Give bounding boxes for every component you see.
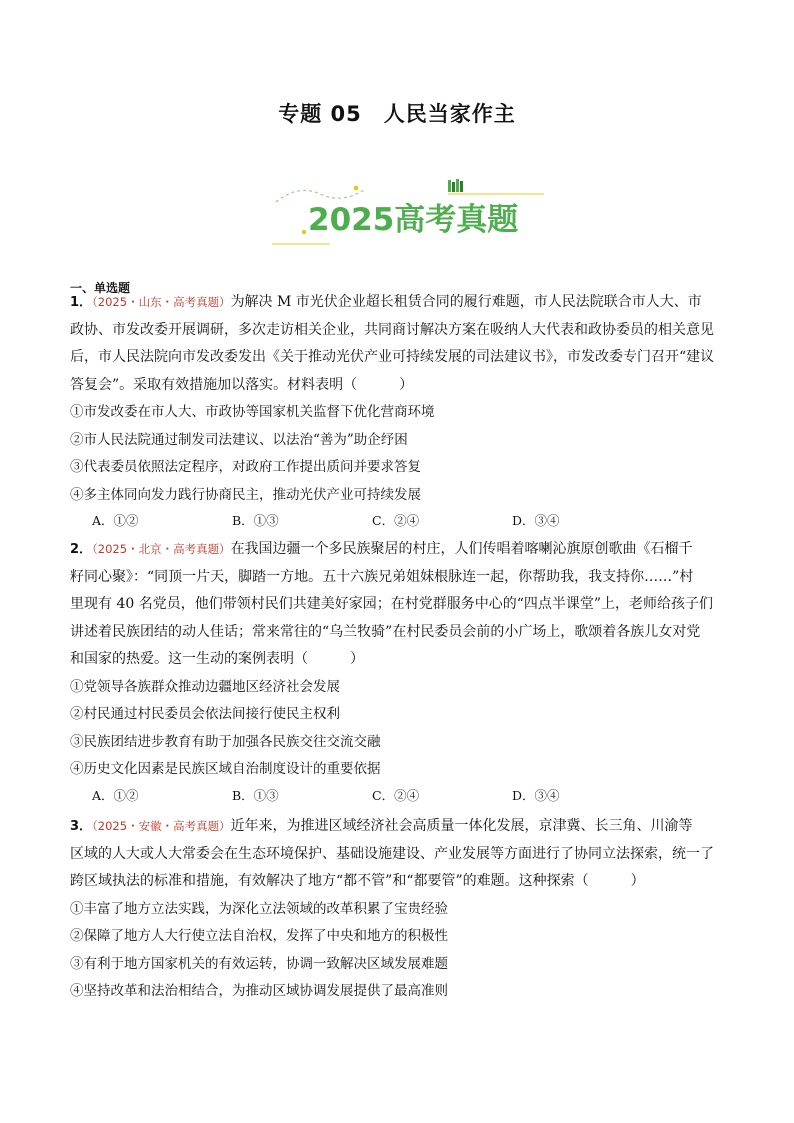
statement: ④坚持改革和法治相结合，为推动区域协调发展提供了最高准则 [70,983,448,999]
statement: ④历史文化因素是民族区域自治制度设计的重要依据 [70,761,381,778]
question-stem [70,813,726,896]
question-number: 1． [70,295,93,310]
option-c[interactable]: C．②④ [372,513,420,528]
option-d[interactable]: D．③④ [512,513,560,528]
question-stem [70,289,726,399]
question-stem [70,536,726,674]
option-a[interactable]: A．①② [92,513,139,528]
statement: ④多主体同向发力践行协商民主，推动光伏产业可持续发展 [70,486,421,503]
question-2 [70,536,726,808]
title-text: 人民当家作主 [383,102,516,126]
title-number: 专题 05 [278,102,362,126]
stem-line: 里现有 40 名党员，他们带领村民们共建美好家园；在村党群服务中心的“四点半课堂”上，老师给孩子们 [70,596,714,613]
answer-options [70,509,726,533]
question-source: （2025・北京・高考真题） [92,542,231,556]
statement: ②市人民法院通过制发司法建议、以法治“善为”助企纾困 [70,431,408,448]
stem-line: 答复会”。采取有效措施加以落实。材料表明（ ） [70,376,414,393]
question-source: （2025・安徽・高考真题） [92,819,231,833]
statement: ③代表委员依照法定程序，对政府工作提出质问并要求答复 [70,459,421,476]
question-3 [70,813,726,1005]
stem-line: 籽同心聚》：“同顶一片天，脚踏一方地。五十六族兄弟姐妹根脉连一起，你帮助我，我支持你……”村 [70,568,694,585]
statement: ①市发改委在市人大、市政协等国家机关监督下优化营商环境 [70,404,435,421]
stem-line: 近年来，为推进区域经济社会高质量一体化发展，京津冀、长三角、川渝等 [230,818,693,834]
question-1 [70,289,726,533]
option-b[interactable]: B．①③ [232,787,279,803]
question-number: 3． [70,819,93,834]
statement: ③有利于地方国家机关的有效运转，协调一致解决区域发展难题 [70,955,448,972]
banner [268,172,548,252]
stem-line: 跨区域执法的标准和措施，有效解决了地方“都不管”和“都要管”的难题。这种探索（ ） [70,873,645,890]
statement: ③民族团结进步教育有助于加强各民族交往交流交融 [70,733,381,750]
option-b[interactable]: B．①③ [232,513,279,528]
option-c[interactable]: C．②④ [372,787,420,803]
stem-line: 后，市人民法院向市发改委发出《关于推动光伏产业可持续发展的司法建议书》，市发改委专门召开“建议 [70,349,715,366]
statement: ①丰富了地方立法实践，为深化立法领域的改革积累了宝贵经验 [70,900,448,917]
option-d[interactable]: D．③④ [512,787,560,803]
stem-line: 讲述着民族团结的动人佳话；常来常往的“乌兰牧骑”在村民委员会前的小广场上，歌颂着各族儿女对党 [70,623,701,640]
stem-line: 区域的人大或人大常委会在生态环境保护、基础设施建设、产业发展等方面进行了协同立法探索，统一了 [70,845,714,862]
stem-line: 政协、市发改委开展调研，多次走访相关企业，共同商讨解决方案在吸纳人大代表和政协委员的相关意见 [70,321,714,338]
statement: ①党领导各族群众推动边疆地区经济社会发展 [70,678,340,695]
page-title [0,98,794,128]
statement: ②保障了地方人大行使立法自治权，发挥了中央和地方的积极性 [70,928,448,945]
answer-options [70,784,726,808]
stem-line: 和国家的热爱。这一生动的案例表明（ ） [70,651,364,668]
question-source: （2025・山东・高考真题） [92,295,231,309]
section-heading: 一、单选题 [70,281,131,295]
stem-line: 为解决 M 市光伏企业超长租赁合同的履行难题，市人民法院联合市人大、市 [230,294,702,310]
banner-text: 2025高考真题 [308,202,519,238]
stem-line: 在我国边疆一个多民族聚居的村庄，人们传唱着喀喇沁旗原创歌曲《石榴千 [230,541,693,557]
option-a[interactable]: A．①② [92,787,139,803]
question-number: 2． [70,542,93,557]
statement: ②村民通过村民委员会依法间接行使民主权利 [70,706,340,723]
